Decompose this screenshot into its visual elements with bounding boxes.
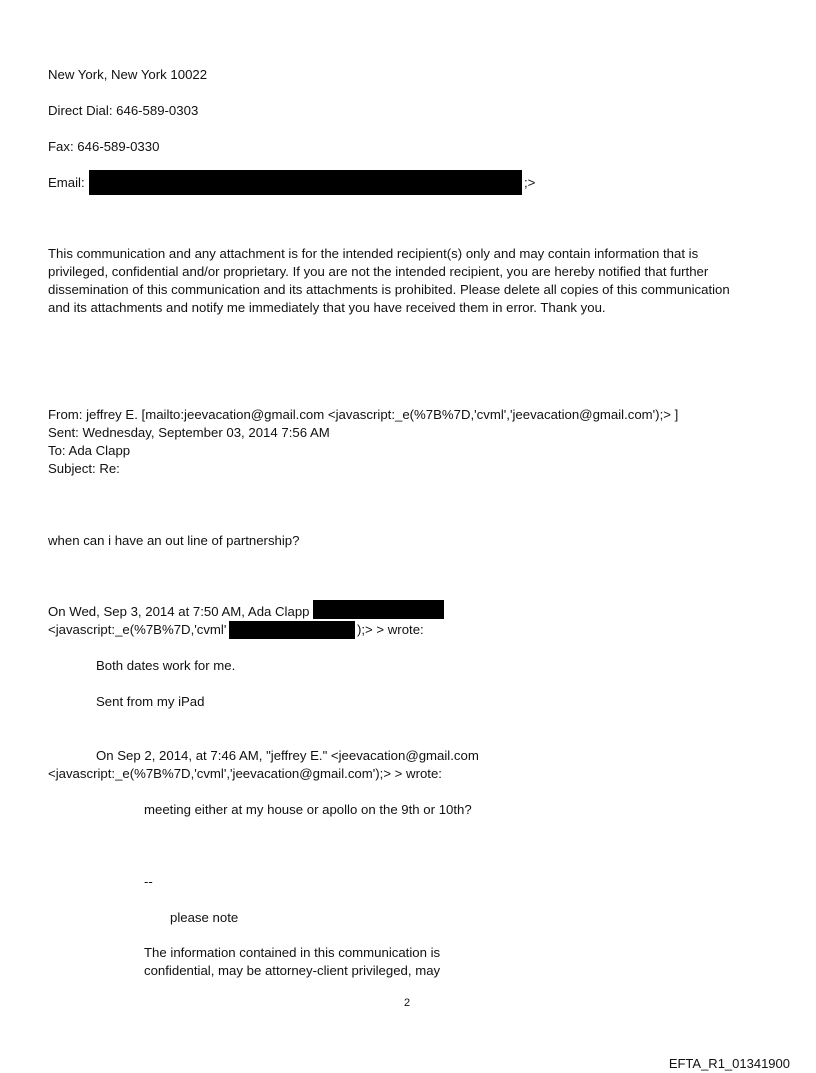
quote2-attribution: On Sep 2, 2014, at 7:46 AM, "jeffrey E." <jeevacation@gmail.com [96, 748, 479, 763]
quote1-ipad-signature: Sent from my iPad [96, 694, 205, 709]
header-to: To: Ada Clapp [48, 443, 131, 458]
header-sent: Sent: Wednesday, September 03, 2014 7:56 AM [48, 425, 330, 440]
quote1-attribution-end: );> > wrote: [357, 622, 424, 637]
message-body: when can i have an out line of partnership? [48, 533, 300, 548]
page-number: 2 [404, 997, 411, 1009]
signature-separator: -- [144, 874, 153, 889]
header-subject: Subject: Re: [48, 461, 120, 476]
quote2-message: meeting either at my house or apollo on the 9th or 10th? [144, 802, 472, 817]
info-notice-line: The information contained in this communication is [144, 945, 441, 960]
quote1-attribution: On Wed, Sep 3, 2014 at 7:50 AM, Ada Clapp [48, 604, 310, 619]
header-from: From: jeffrey E. [mailto:jeevacation@gmail.com <javascript:_e(%7B%7D,'cvml','jeevacation@gmail.com');> ] [48, 407, 679, 422]
address-line: New York, New York 10022 [48, 67, 208, 82]
sender-email-redaction [313, 600, 444, 619]
quote1-attribution-start: <javascript:_e(%7B%7D,'cvml' [48, 622, 227, 637]
email-label: Email: [48, 175, 85, 190]
disclaimer-line: and its attachments and notify me immediately that you have received them in error. Thank you. [48, 300, 606, 315]
confidentiality-disclaimer [48, 245, 764, 317]
disclaimer-line: dissemination of this communication and its attachments is prohibited. Please delete all copies of this communication [48, 282, 730, 297]
quote1-message: Both dates work for me. [96, 658, 236, 673]
fax-line: Fax: 646-589-0330 [48, 139, 160, 154]
javascript-email-redaction [229, 621, 355, 639]
info-notice-line: confidential, may be attorney-client privileged, may [144, 963, 441, 978]
disclaimer-line: privileged, confidential and/or proprietary. If you are not the intended recipient, you are hereby notified that further [48, 264, 709, 279]
please-note-line: please note [170, 910, 239, 925]
quote2-attribution-cont: <javascript:_e(%7B%7D,'cvml','jeevacation@gmail.com');> > wrote: [48, 766, 442, 781]
disclaimer-line: This communication and any attachment is for the intended recipient(s) only and may contain information that is [48, 246, 699, 261]
document-id: EFTA_R1_01341900 [668, 1056, 790, 1071]
direct-dial-line: Direct Dial: 646-589-0303 [48, 103, 199, 118]
email-suffix: ;> [524, 175, 536, 190]
email-redaction [89, 170, 522, 195]
